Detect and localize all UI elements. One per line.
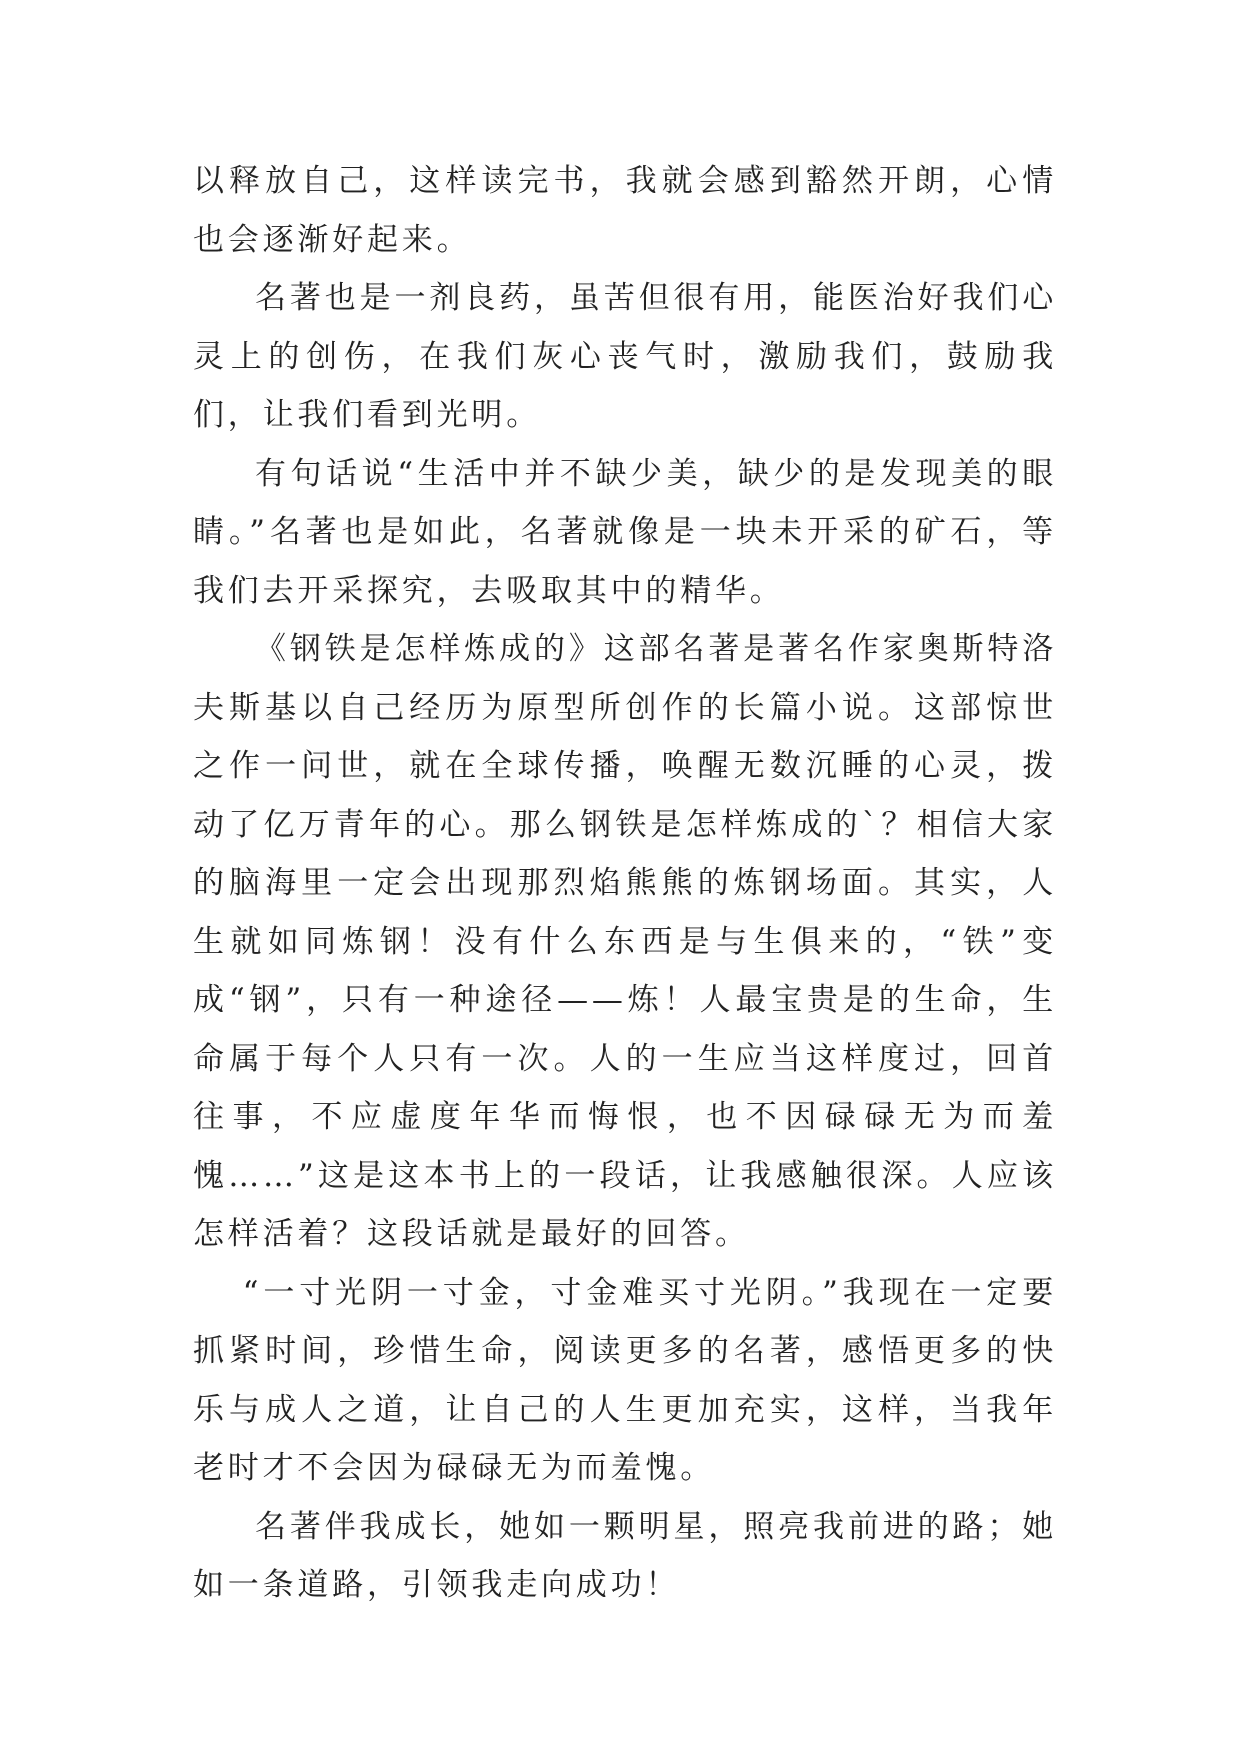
- paragraph-2: 名著也是一剂良药，虽苦但很有用，能医治好我们心灵上的创伤，在我们灰心丧气时，激励我们，鼓励我们，让我们看到光明。: [193, 280, 1057, 433]
- paragraph-5: “一寸光阴一寸金，寸金难买寸光阴。”我现在一定要抓紧时间，珍惜生命，阅读更多的名著，感悟更多的快乐与成人之道，让自己的人生更加充实，这样，当我年老时才不会因为碌碌无为而羞愧。: [193, 1274, 1057, 1486]
- paragraph-4: 《钢铁是怎样炼成的》这部名著是著名作家奥斯特洛夫斯基以自己经历为原型所创作的长篇小说。这部惊世之作一问世，就在全球传播，唤醒无数沉睡的心灵，拨动了亿万青年的心。那么钢铁是怎样炼成的`？相信大家的脑海里一定会出现那烈焰熊熊的炼钢场面。其实，人生就如同炼钢！没有什么东西是与生俱来的，“铁”变成“钢”，只有一种途径——炼！人最宝贵是的生命，生命属于每个人只有一次。人的一生应当这样度过，回首往事，不应虚度年华而悔恨，也不因碌碌无为而羞愧……”这是这本书上的一段话，让我感触很深。人应该怎样活着？这段话就是最好的回答。: [193, 631, 1057, 1252]
- paragraph-6: 名著伴我成长，她如一颗明星，照亮我前进的路；她如一条道路，引领我走向成功！: [193, 1508, 1057, 1603]
- paragraph-3: 有句话说“生活中并不缺少美，缺少的是发现美的眼睛。”名著也是如此，名著就像是一块未开采的矿石，等我们去开采探究，去吸取其中的精华。: [193, 455, 1057, 609]
- paragraph-1: 以释放自己，这样读完书，我就会感到豁然开朗，心情也会逐渐好起来。: [193, 163, 1057, 258]
- document-body: [193, 152, 1057, 1615]
